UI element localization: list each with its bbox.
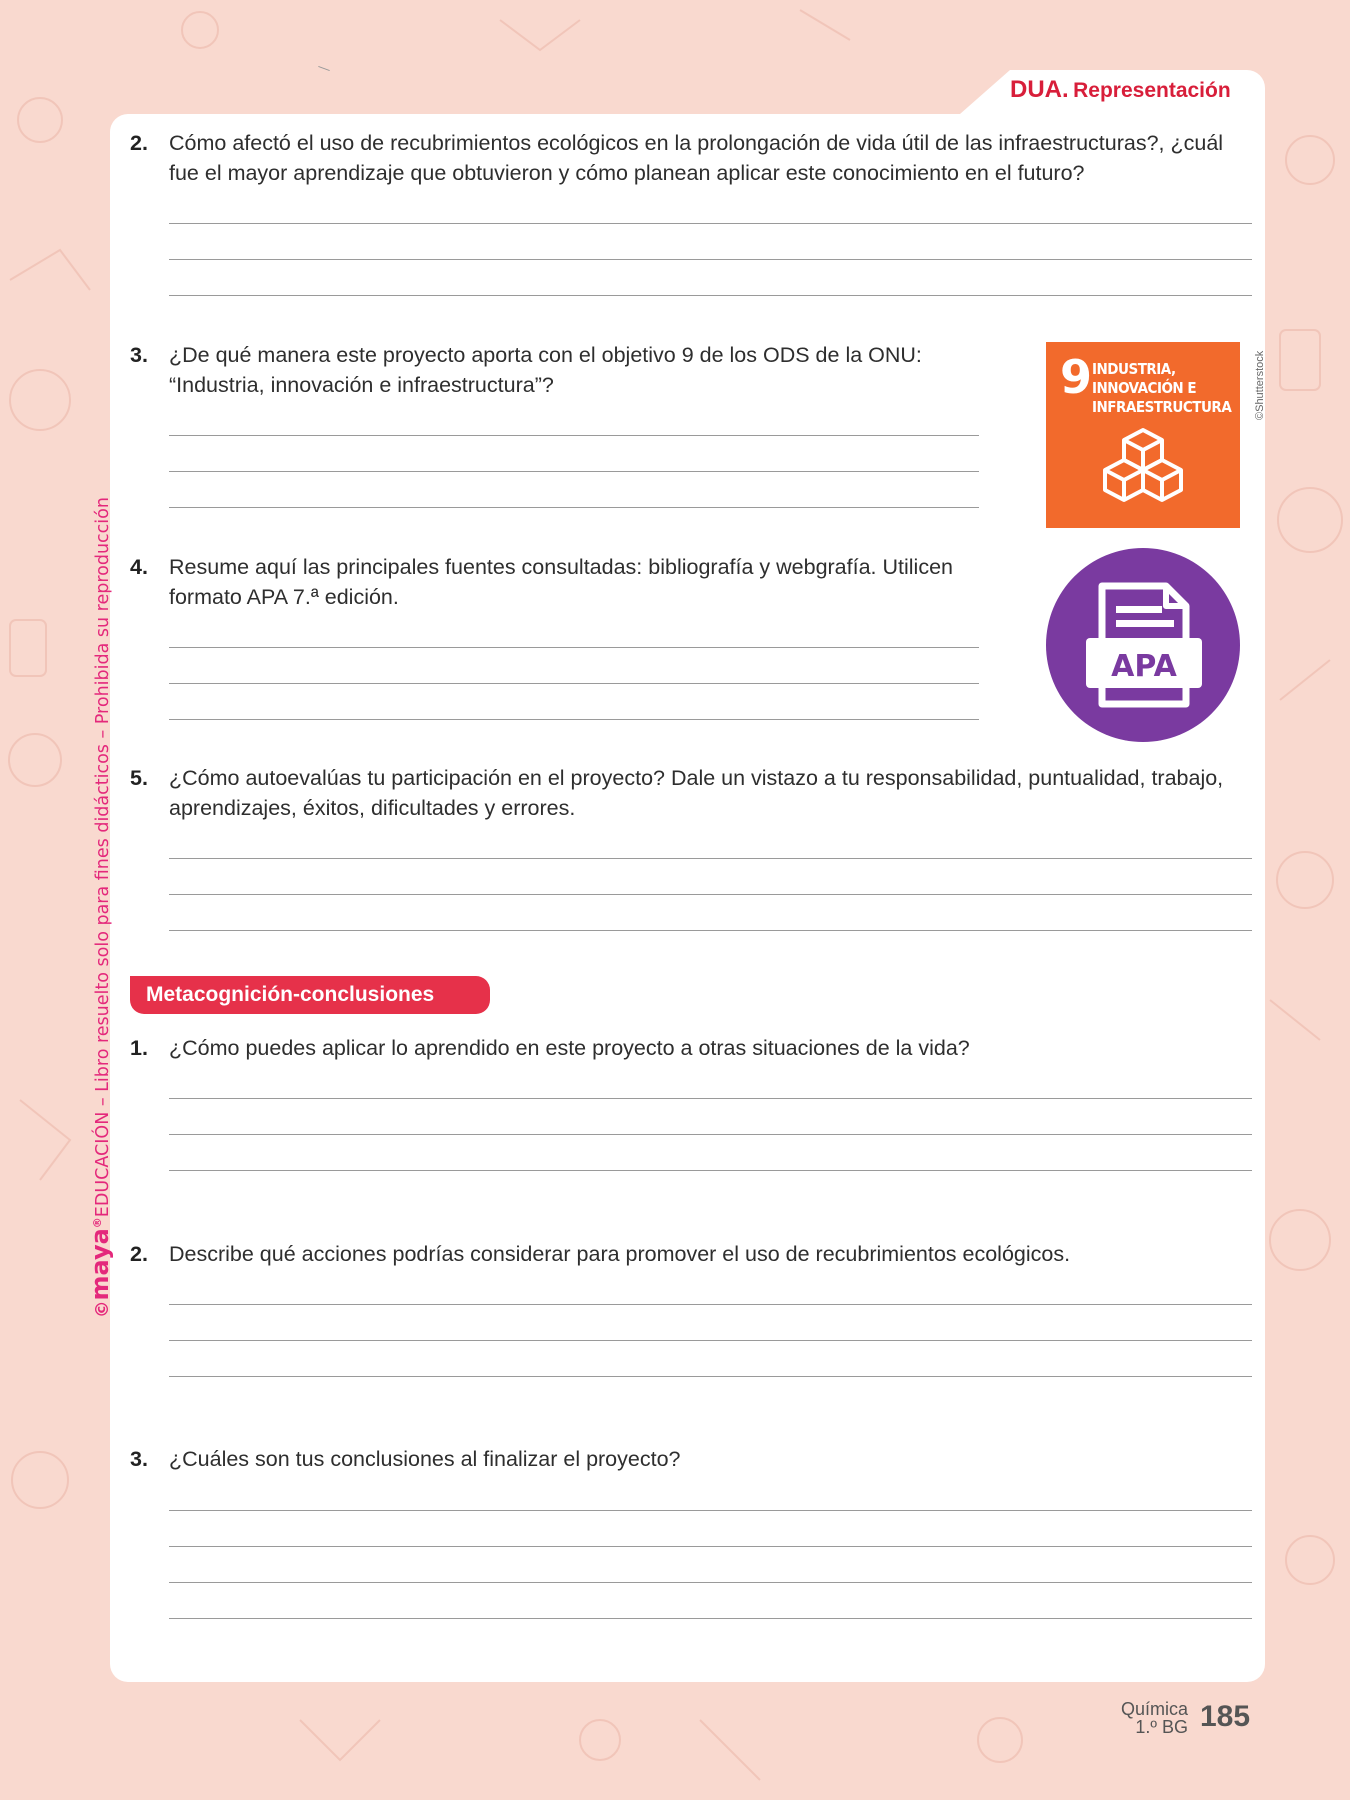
answer-line[interactable] [169, 1340, 1252, 1341]
answer-line[interactable] [169, 223, 1252, 224]
question-number: 1. [130, 1036, 148, 1060]
answer-line[interactable] [169, 1098, 1252, 1099]
answer-line[interactable] [169, 1170, 1252, 1171]
dua-label: Representación [1073, 79, 1231, 102]
apa-document-icon [1046, 548, 1240, 742]
answer-line[interactable] [169, 1546, 1252, 1547]
image-credit: ©Shutterstock [1254, 350, 1266, 420]
section-header [130, 976, 490, 1014]
section-title: Metacognición-conclusiones [146, 983, 435, 1006]
question-number: 4. [130, 555, 148, 579]
page-number: 185 [1200, 1700, 1251, 1733]
ods-label-line: INDUSTRIA, [1092, 360, 1176, 378]
answer-line[interactable] [169, 683, 979, 684]
copyright-text: EDUCACIÓN – Libro resuelto solo para fines didácticos – Prohibida su reproducción [93, 497, 113, 1218]
question-line: “Industria, innovación e infraestructura”? [169, 373, 554, 397]
question-line: Resume aquí las principales fuentes consultadas: bibliografía y webgrafía. Utilicen [169, 555, 953, 579]
question-number: 3. [130, 343, 148, 367]
answer-line[interactable] [169, 259, 1252, 260]
question-text [169, 552, 989, 612]
cubes-icon [1096, 424, 1190, 518]
question-text: Describe qué acciones podrías considerar para promover el uso de recubrimientos ecológicos. [169, 1242, 1071, 1266]
question-line: aprendizajes, éxitos, dificultades y errores. [169, 796, 576, 820]
answer-line[interactable] [169, 1618, 1252, 1619]
question-text [169, 340, 989, 400]
question-text [169, 128, 1259, 188]
answer-line[interactable] [169, 858, 1252, 859]
question-line: formato APA 7.ª edición. [169, 585, 399, 609]
answer-line[interactable] [169, 1376, 1252, 1377]
question-line: Cómo afectó el uso de recubrimientos ecológicos en la prolongación de vida útil de las infraestructuras?, ¿cuál [169, 131, 1224, 155]
answer-line[interactable] [169, 507, 979, 508]
answer-line[interactable] [169, 930, 1252, 931]
copyright-notice [86, 497, 114, 1318]
apa-label: APA [1111, 649, 1177, 684]
answer-line[interactable] [169, 435, 979, 436]
question-number: 2. [130, 131, 148, 155]
subject-name: Química [1120, 1699, 1188, 1719]
question-text: ¿Cuáles son tus conclusiones al finalizar el proyecto? [169, 1447, 681, 1471]
registered-mark: ® [91, 1217, 105, 1229]
answer-line[interactable] [169, 471, 979, 472]
ods-9-badge [1046, 342, 1240, 528]
dua-header [1010, 76, 1231, 104]
answer-line[interactable] [169, 295, 1252, 296]
question-number: 2. [130, 1242, 148, 1266]
question-line: ¿De qué manera este proyecto aporta con el objetivo 9 de los ODS de la ONU: [169, 343, 922, 367]
answer-line[interactable] [169, 719, 979, 720]
answer-line[interactable] [169, 1510, 1252, 1511]
question-line: ¿Cómo autoevalúas tu participación en el proyecto? Dale un vistazo a tu responsabilidad, puntualidad, trabajo, [169, 766, 1224, 790]
question-line: fue el mayor aprendizaje que obtuvieron y cómo planean aplicar este conocimiento en el futuro? [169, 161, 1085, 185]
question-number: 5. [130, 766, 148, 790]
grade-label: 1.º BG [1135, 1717, 1188, 1737]
answer-line[interactable] [169, 894, 1252, 895]
question-number: 3. [130, 1447, 148, 1471]
question-text: ¿Cómo puedes aplicar lo aprendido en este proyecto a otras situaciones de la vida? [169, 1036, 970, 1060]
ods-label-line: INNOVACIÓN E [1092, 379, 1197, 397]
answer-line[interactable] [169, 1582, 1252, 1583]
answer-line[interactable] [169, 1134, 1252, 1135]
footer-subject [1108, 1700, 1188, 1736]
ods-label [1092, 360, 1238, 417]
copyright-symbol: © [93, 1300, 113, 1318]
question-text [169, 763, 1259, 823]
dua-bold: DUA. [1010, 76, 1069, 103]
ods-number: 9 [1060, 350, 1093, 404]
answer-line[interactable] [169, 647, 979, 648]
ods-label-line: INFRAESTRUCTURA [1092, 398, 1232, 416]
brand-logo: maya [86, 1228, 114, 1301]
answer-line[interactable] [169, 1304, 1252, 1305]
